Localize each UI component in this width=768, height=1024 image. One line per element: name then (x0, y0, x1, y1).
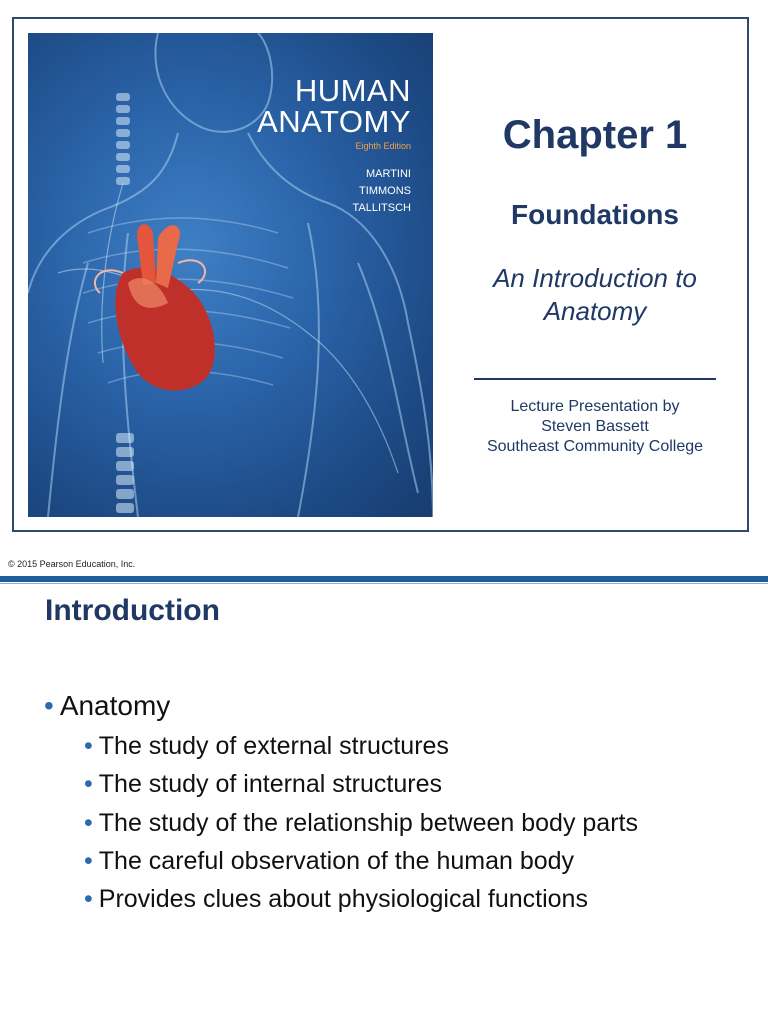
sub-bullet-item: • The study of external structures (84, 732, 449, 760)
bullet-dot-icon: • (84, 885, 93, 913)
cover-authors: MARTINI TIMMONS TALLITSCH (352, 168, 411, 214)
bullet-item: • Anatomy (44, 690, 171, 721)
bullet-dot-icon: • (84, 770, 93, 798)
book-cover-image (28, 33, 433, 517)
cover-edition: Eighth Edition (355, 141, 411, 151)
divider (474, 378, 716, 380)
chapter-subtitle: Foundations (511, 199, 679, 230)
slide-title: Introduction (45, 594, 220, 627)
chapter-title: Chapter 1 (502, 113, 688, 157)
sub-bullet-item: • The study of the relationship between body parts (84, 809, 638, 837)
bullet-dot-icon: • (84, 809, 93, 837)
slide-header-rule (0, 583, 768, 584)
lecture-credit: Lecture Presentation by Steven Bassett Southeast Community College (486, 398, 704, 455)
sub-bullet-item: • Provides clues about physiological functions (84, 885, 588, 913)
bullet-dot-icon: • (84, 732, 93, 760)
cover-title: HUMAN ANATOMY (257, 73, 411, 139)
slide-header-bar (0, 576, 768, 582)
bullet-dot-icon: • (84, 847, 93, 875)
sub-bullet-item: • The study of internal structures (84, 770, 442, 798)
title-slide (12, 17, 749, 532)
copyright-notice: © 2015 Pearson Education, Inc. (8, 559, 136, 569)
bullet-dot-icon: • (44, 690, 54, 721)
chapter-intro: An Introduction to Anatomy (493, 263, 697, 326)
sub-bullet-item: • The careful observation of the human body (84, 847, 575, 875)
